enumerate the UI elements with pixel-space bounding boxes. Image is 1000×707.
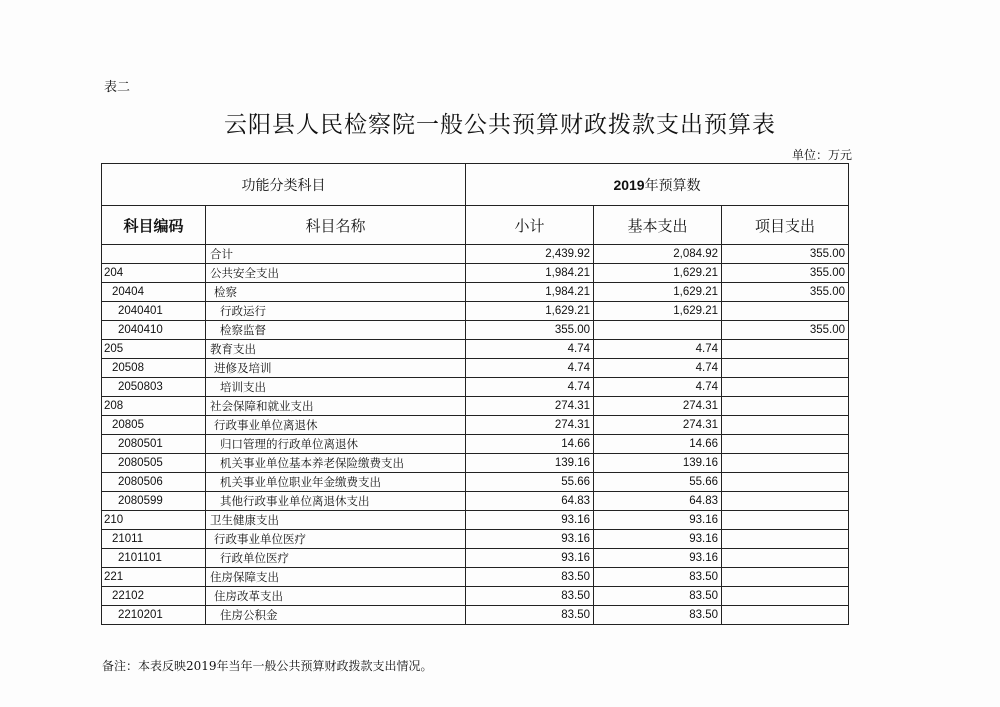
table-row: [102, 359, 849, 378]
row-basic: 83.50: [594, 606, 722, 625]
table-row: [102, 492, 849, 511]
row-code: 2101101: [102, 549, 206, 568]
row-name: 行政事业单位离退休: [206, 416, 466, 435]
table-row: [102, 549, 849, 568]
row-basic: 83.50: [594, 568, 722, 587]
row-subtotal: 4.74: [466, 359, 594, 378]
row-basic: 14.66: [594, 435, 722, 454]
row-subtotal: 64.83: [466, 492, 594, 511]
row-basic: 139.16: [594, 454, 722, 473]
table-row: [102, 587, 849, 606]
row-subtotal: 4.74: [466, 340, 594, 359]
row-name: 卫生健康支出: [206, 511, 466, 530]
row-name: 住房保障支出: [206, 568, 466, 587]
row-code: 210: [102, 511, 206, 530]
row-subtotal: 355.00: [466, 321, 594, 340]
row-code: 2080505: [102, 454, 206, 473]
row-project: [722, 473, 849, 492]
row-name: 检察: [206, 283, 466, 302]
row-project: [722, 435, 849, 454]
row-name: 进修及培训: [206, 359, 466, 378]
row-name: 行政单位医疗: [206, 549, 466, 568]
row-subtotal: 93.16: [466, 530, 594, 549]
row-name: 机关事业单位基本养老保险缴费支出: [206, 454, 466, 473]
row-basic: 1,629.21: [594, 302, 722, 321]
row-project: [722, 397, 849, 416]
row-code: 2080599: [102, 492, 206, 511]
table-row: [102, 340, 849, 359]
row-name: 行政运行: [206, 302, 466, 321]
row-subtotal: 4.74: [466, 378, 594, 397]
row-code: 2080501: [102, 435, 206, 454]
row-subtotal: 1,984.21: [466, 264, 594, 283]
row-name: 其他行政事业单位离退休支出: [206, 492, 466, 511]
row-project: [722, 549, 849, 568]
row-project: 355.00: [722, 245, 849, 264]
row-project: [722, 416, 849, 435]
row-name: 机关事业单位职业年金缴费支出: [206, 473, 466, 492]
row-project: [722, 568, 849, 587]
header-subtotal: 小计: [466, 206, 594, 245]
row-name: 住房公积金: [206, 606, 466, 625]
table-row: [102, 264, 849, 283]
table-row: [102, 378, 849, 397]
row-code: 21011: [102, 530, 206, 549]
budget-table: [101, 163, 849, 625]
table-row: [102, 302, 849, 321]
header-basic: 基本支出: [594, 206, 722, 245]
row-code: [102, 245, 206, 264]
row-project: 355.00: [722, 321, 849, 340]
table-row: [102, 568, 849, 587]
row-code: 20805: [102, 416, 206, 435]
row-name: 教育支出: [206, 340, 466, 359]
row-subtotal: 14.66: [466, 435, 594, 454]
row-subtotal: 274.31: [466, 416, 594, 435]
unit-label: 单位：万元: [791, 148, 852, 162]
row-subtotal: 139.16: [466, 454, 594, 473]
header-name: 科目名称: [206, 206, 466, 245]
table-row: [102, 321, 849, 340]
row-name: 培训支出: [206, 378, 466, 397]
row-name: 检察监督: [206, 321, 466, 340]
row-subtotal: 2,439.92: [466, 245, 594, 264]
row-basic: 55.66: [594, 473, 722, 492]
row-basic: 4.74: [594, 378, 722, 397]
table-row: [102, 530, 849, 549]
row-basic: 64.83: [594, 492, 722, 511]
table-row: [102, 397, 849, 416]
row-code: 205: [102, 340, 206, 359]
row-project: [722, 606, 849, 625]
row-code: 204: [102, 264, 206, 283]
row-code: 20508: [102, 359, 206, 378]
row-subtotal: 93.16: [466, 549, 594, 568]
row-basic: [594, 321, 722, 340]
row-subtotal: 83.50: [466, 606, 594, 625]
row-code: 20404: [102, 283, 206, 302]
row-basic: 83.50: [594, 587, 722, 606]
row-name: 住房改革支出: [206, 587, 466, 606]
row-basic: 4.74: [594, 340, 722, 359]
row-subtotal: 83.50: [466, 568, 594, 587]
row-code: 22102: [102, 587, 206, 606]
table-row: [102, 283, 849, 302]
row-project: [722, 454, 849, 473]
row-code: 2210201: [102, 606, 206, 625]
row-project: [722, 587, 849, 606]
row-basic: 274.31: [594, 397, 722, 416]
header-year: 2019: [613, 176, 645, 193]
row-project: [722, 302, 849, 321]
row-subtotal: 83.50: [466, 587, 594, 606]
header-year-budget: [466, 164, 849, 206]
row-basic: 4.74: [594, 359, 722, 378]
table-row: [102, 511, 849, 530]
table-row: [102, 416, 849, 435]
row-subtotal: 1,984.21: [466, 283, 594, 302]
row-name: 行政事业单位医疗: [206, 530, 466, 549]
row-project: 355.00: [722, 264, 849, 283]
row-project: [722, 511, 849, 530]
row-project: [722, 530, 849, 549]
footnote: 备注：本表反映2019年当年一般公共预算财政拨款支出情况。: [102, 659, 433, 673]
header-code: 科目编码: [102, 206, 206, 245]
row-basic: 1,629.21: [594, 283, 722, 302]
table-label: 表二: [104, 80, 131, 95]
row-project: [722, 340, 849, 359]
row-code: 221: [102, 568, 206, 587]
row-basic: 2,084.92: [594, 245, 722, 264]
page-title: 云阳县人民检察院一般公共预算财政拨款支出预算表: [224, 112, 776, 138]
row-basic: 274.31: [594, 416, 722, 435]
row-name: 公共安全支出: [206, 264, 466, 283]
row-basic: 93.16: [594, 530, 722, 549]
row-project: [722, 492, 849, 511]
row-name: 合计: [206, 245, 466, 264]
table-row: [102, 435, 849, 454]
row-subtotal: 55.66: [466, 473, 594, 492]
table-body: [102, 245, 849, 625]
row-code: 2050803: [102, 378, 206, 397]
row-basic: 1,629.21: [594, 264, 722, 283]
header-year-suffix: 年预算数: [644, 177, 701, 194]
row-code: 2040401: [102, 302, 206, 321]
row-basic: 93.16: [594, 511, 722, 530]
row-name: 归口管理的行政单位离退休: [206, 435, 466, 454]
row-basic: 93.16: [594, 549, 722, 568]
row-project: [722, 359, 849, 378]
row-subtotal: 93.16: [466, 511, 594, 530]
row-subtotal: 1,629.21: [466, 302, 594, 321]
row-project: 355.00: [722, 283, 849, 302]
header-function-classification: 功能分类科目: [102, 164, 466, 206]
row-project: [722, 378, 849, 397]
header-project: 项目支出: [722, 206, 849, 245]
table-row: [102, 245, 849, 264]
row-name: 社会保障和就业支出: [206, 397, 466, 416]
row-code: 208: [102, 397, 206, 416]
row-code: 2080506: [102, 473, 206, 492]
row-subtotal: 274.31: [466, 397, 594, 416]
row-code: 2040410: [102, 321, 206, 340]
table-row: [102, 454, 849, 473]
table-row: [102, 606, 849, 625]
table-row: [102, 473, 849, 492]
